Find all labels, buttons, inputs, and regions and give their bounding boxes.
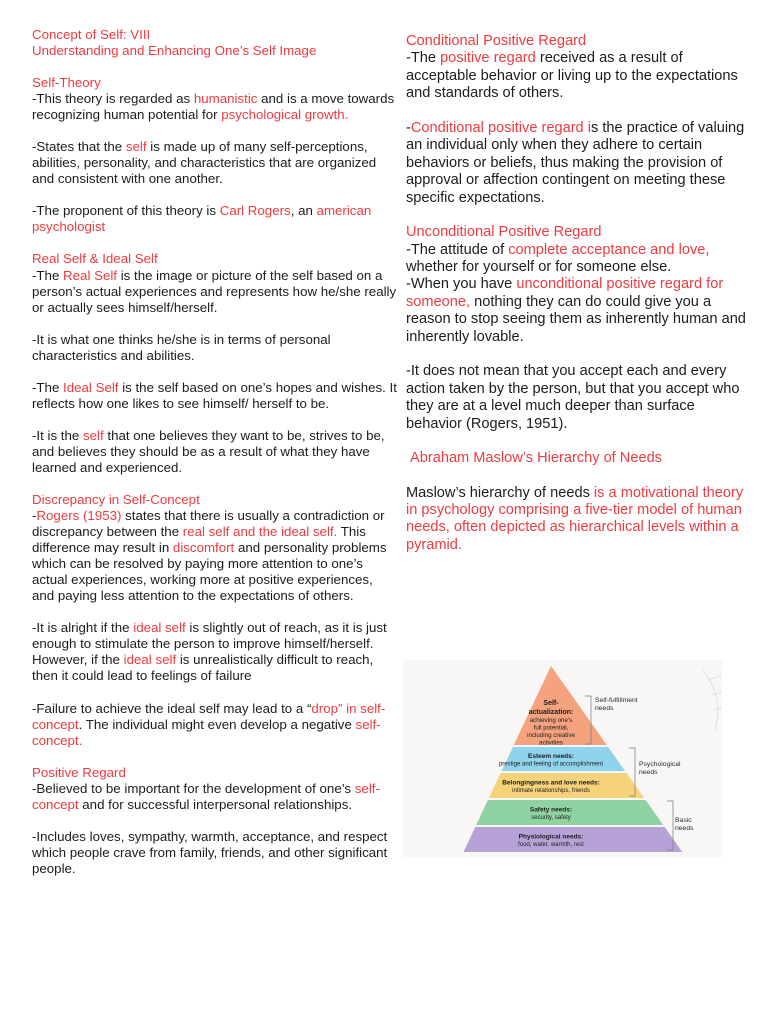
highlight-term: ideal self: [123, 652, 177, 668]
leaf-decoration: [703, 670, 722, 730]
level-title: actualization:: [528, 709, 574, 716]
paragraph: -Includes loves, sympathy, warmth, acceptance, and respect which people crave from family, friends, and other significant people.: [32, 828, 388, 876]
paragraph: [32, 91, 398, 123]
text-segment: is unrealistically difficult to reach, then it could lead to feelings of failure: [32, 652, 374, 684]
paragraph: -It is what one thinks he/she is in terms of personal characteristics and abilities.: [32, 331, 331, 363]
paragraph: [32, 701, 398, 749]
paragraph: [406, 242, 746, 277]
right-column: [406, 33, 746, 554]
left-column: [32, 27, 398, 877]
highlight-term: self-concept.: [32, 716, 381, 748]
text-segment: is made up of many self-perceptions, abilities, personality, and characteristics that are organized and consistent with one another.: [32, 139, 377, 187]
highlight-term: ideal self: [133, 620, 186, 636]
text-segment: is the self based on one’s hopes and wishes. It reflects how one likes to see himself/ herself to be.: [32, 379, 397, 411]
maslow-pyramid-figure: [403, 660, 722, 857]
highlight-term: Ideal Self: [63, 379, 119, 395]
paragraph: [406, 485, 746, 555]
paragraph: [32, 620, 398, 684]
maslow-heading: Abraham Maslow’s Hierarchy of Needs: [410, 450, 662, 467]
highlight-term: self: [125, 139, 147, 155]
highlight-term: positive regard: [440, 50, 536, 67]
side-label: needs: [595, 705, 614, 712]
paragraph: -It does not mean that you accept each and every action taken by the person, but that you accept who they are at a level much deeper than surface behavior (Rogers, 1951).: [406, 363, 740, 432]
unconditional-heading: Unconditional Positive Regard: [406, 224, 602, 241]
highlight-term: Rogers (1953): [36, 508, 122, 524]
side-label: Basic: [675, 817, 692, 824]
level-title: Self-: [543, 700, 559, 707]
level-description: full potential,: [533, 724, 569, 732]
level-description: achieving one’s: [529, 717, 573, 724]
maslow-pyramid: [403, 660, 722, 857]
text-segment: -: [32, 508, 37, 524]
self-theory-heading: Self-Theory: [32, 75, 101, 91]
text-segment: whether for yourself or for someone else.: [406, 258, 672, 275]
text-segment: -Believed to be important for the development of one’s: [32, 780, 355, 796]
paragraph: [406, 50, 746, 102]
text-segment: -The: [406, 50, 441, 67]
level-title: Physiological needs:: [518, 833, 584, 841]
highlight-term: self-concept: [32, 780, 380, 812]
level-description: prestige and feeling of accomplishment: [498, 761, 604, 768]
conditional-heading: Conditional Positive Regard: [406, 33, 587, 49]
level-description: food, water, warmth, rest: [518, 842, 584, 848]
level-description: activities: [539, 739, 563, 747]
text-segment: Maslow’s hierarchy of needs: [406, 484, 590, 501]
highlight-term: Carl Rogers: [219, 203, 291, 219]
highlight-term: real self and the ideal self.: [182, 524, 338, 540]
text-segment: -The attitude of: [406, 241, 509, 258]
discrepancy-heading: Discrepancy in Self-Concept: [32, 491, 200, 507]
highlight-term: complete acceptance and love,: [508, 241, 710, 258]
text-segment: -The proponent of this theory is: [32, 203, 220, 219]
text-segment: and is a move towards recognizing human potential for: [32, 91, 395, 123]
highlight-term: american psychologist: [32, 203, 372, 235]
highlight-term: Conditional positive regard i: [410, 119, 591, 136]
side-label: needs: [675, 825, 694, 832]
text-segment: s the practice of valuing an individual only when they adhere to certain behaviors or beliefs, thus making the provision of approval or affection contingent on meeting these specific expectations.: [406, 119, 745, 206]
paragraph: [32, 380, 398, 412]
level-title: Safety needs:: [529, 806, 573, 814]
text-segment: -It is the: [32, 427, 83, 443]
positive-regard-heading: Positive Regard: [32, 764, 126, 780]
level-description: including creative: [527, 732, 575, 739]
highlight-term: discomfort: [172, 540, 235, 556]
side-label: Self-fulfillment: [595, 697, 638, 704]
level-description: intimate relationships, friends: [512, 788, 590, 794]
text-segment: received as a result of acceptable behavior or living up to the expectations and standards of others.: [406, 50, 738, 102]
highlight-term: psychological growth.: [221, 107, 349, 123]
text-segment: is the image or picture of the self based on a person’s actual experiences and represents how he/she really or actually sees himself/herself.: [32, 267, 397, 315]
highlight-term: humanistic: [193, 91, 258, 107]
highlight-term: self: [83, 427, 104, 443]
text-segment: -Failure to achieve the ideal self may lead to a “: [32, 700, 312, 716]
paragraph: [32, 508, 398, 604]
highlight-term: is a motivational theory in psychology comprising a five-tier model of human needs, often depicted as hierarchical levels within a pyramid.: [406, 484, 744, 553]
paragraph: [32, 203, 398, 235]
paragraph: [406, 120, 746, 207]
highlight-term: unconditional positive regard for someone,: [406, 276, 724, 310]
text-segment: -The: [32, 379, 64, 395]
text-segment: -It is alright if the: [32, 620, 134, 636]
paragraph: [406, 276, 746, 346]
side-label: Psychological: [639, 761, 681, 768]
level-title: Belongingness and love needs:: [502, 779, 600, 787]
text-segment: and for successful interpersonal relationships.: [78, 796, 353, 812]
text-segment: -States that the: [32, 139, 126, 155]
text-segment: . The individual might even develop a negative: [78, 716, 356, 732]
text-segment: , an: [290, 203, 317, 219]
text-segment: -The: [32, 267, 64, 283]
text-segment: -: [406, 119, 411, 136]
highlight-term: Real Self: [63, 267, 118, 283]
text-segment: that one believes they want to be, strives to be, and believes they should be as a result of what they have learned and experienced.: [32, 427, 385, 475]
side-label: needs: [639, 769, 658, 776]
text-segment: -This theory is regarded as: [32, 91, 194, 107]
real-ideal-heading: Real Self & Ideal Self: [32, 251, 158, 267]
text-segment: is slightly out of reach, as it is just enough to stimulate the person to improve himself/herself. However, if the: [32, 620, 387, 668]
text-segment: nothing they can do could give you a reason to stop seeing them as inherently human and inherently lovable.: [406, 293, 746, 345]
text-segment: This difference may result in: [32, 524, 366, 556]
document-title: Concept of Self: VIII Understanding and Enhancing One’s Self Image: [32, 27, 317, 59]
paragraph: [32, 428, 398, 476]
level-title: Esteem needs:: [528, 753, 574, 760]
text-segment: and personality problems which can be resolved by paying more attention to one’s actual experiences, working more at positive experiences, and paying less attention to the expectations of others.: [32, 540, 387, 604]
highlight-term: drop” in self-concept: [32, 700, 386, 732]
text-segment: states that there is usually a contradiction or discrepancy between the: [32, 508, 385, 540]
paragraph: [32, 139, 398, 187]
level-description: security, safety: [531, 815, 571, 821]
paragraph: [32, 268, 398, 316]
paragraph: [32, 781, 398, 813]
text-segment: -When you have: [406, 276, 517, 293]
